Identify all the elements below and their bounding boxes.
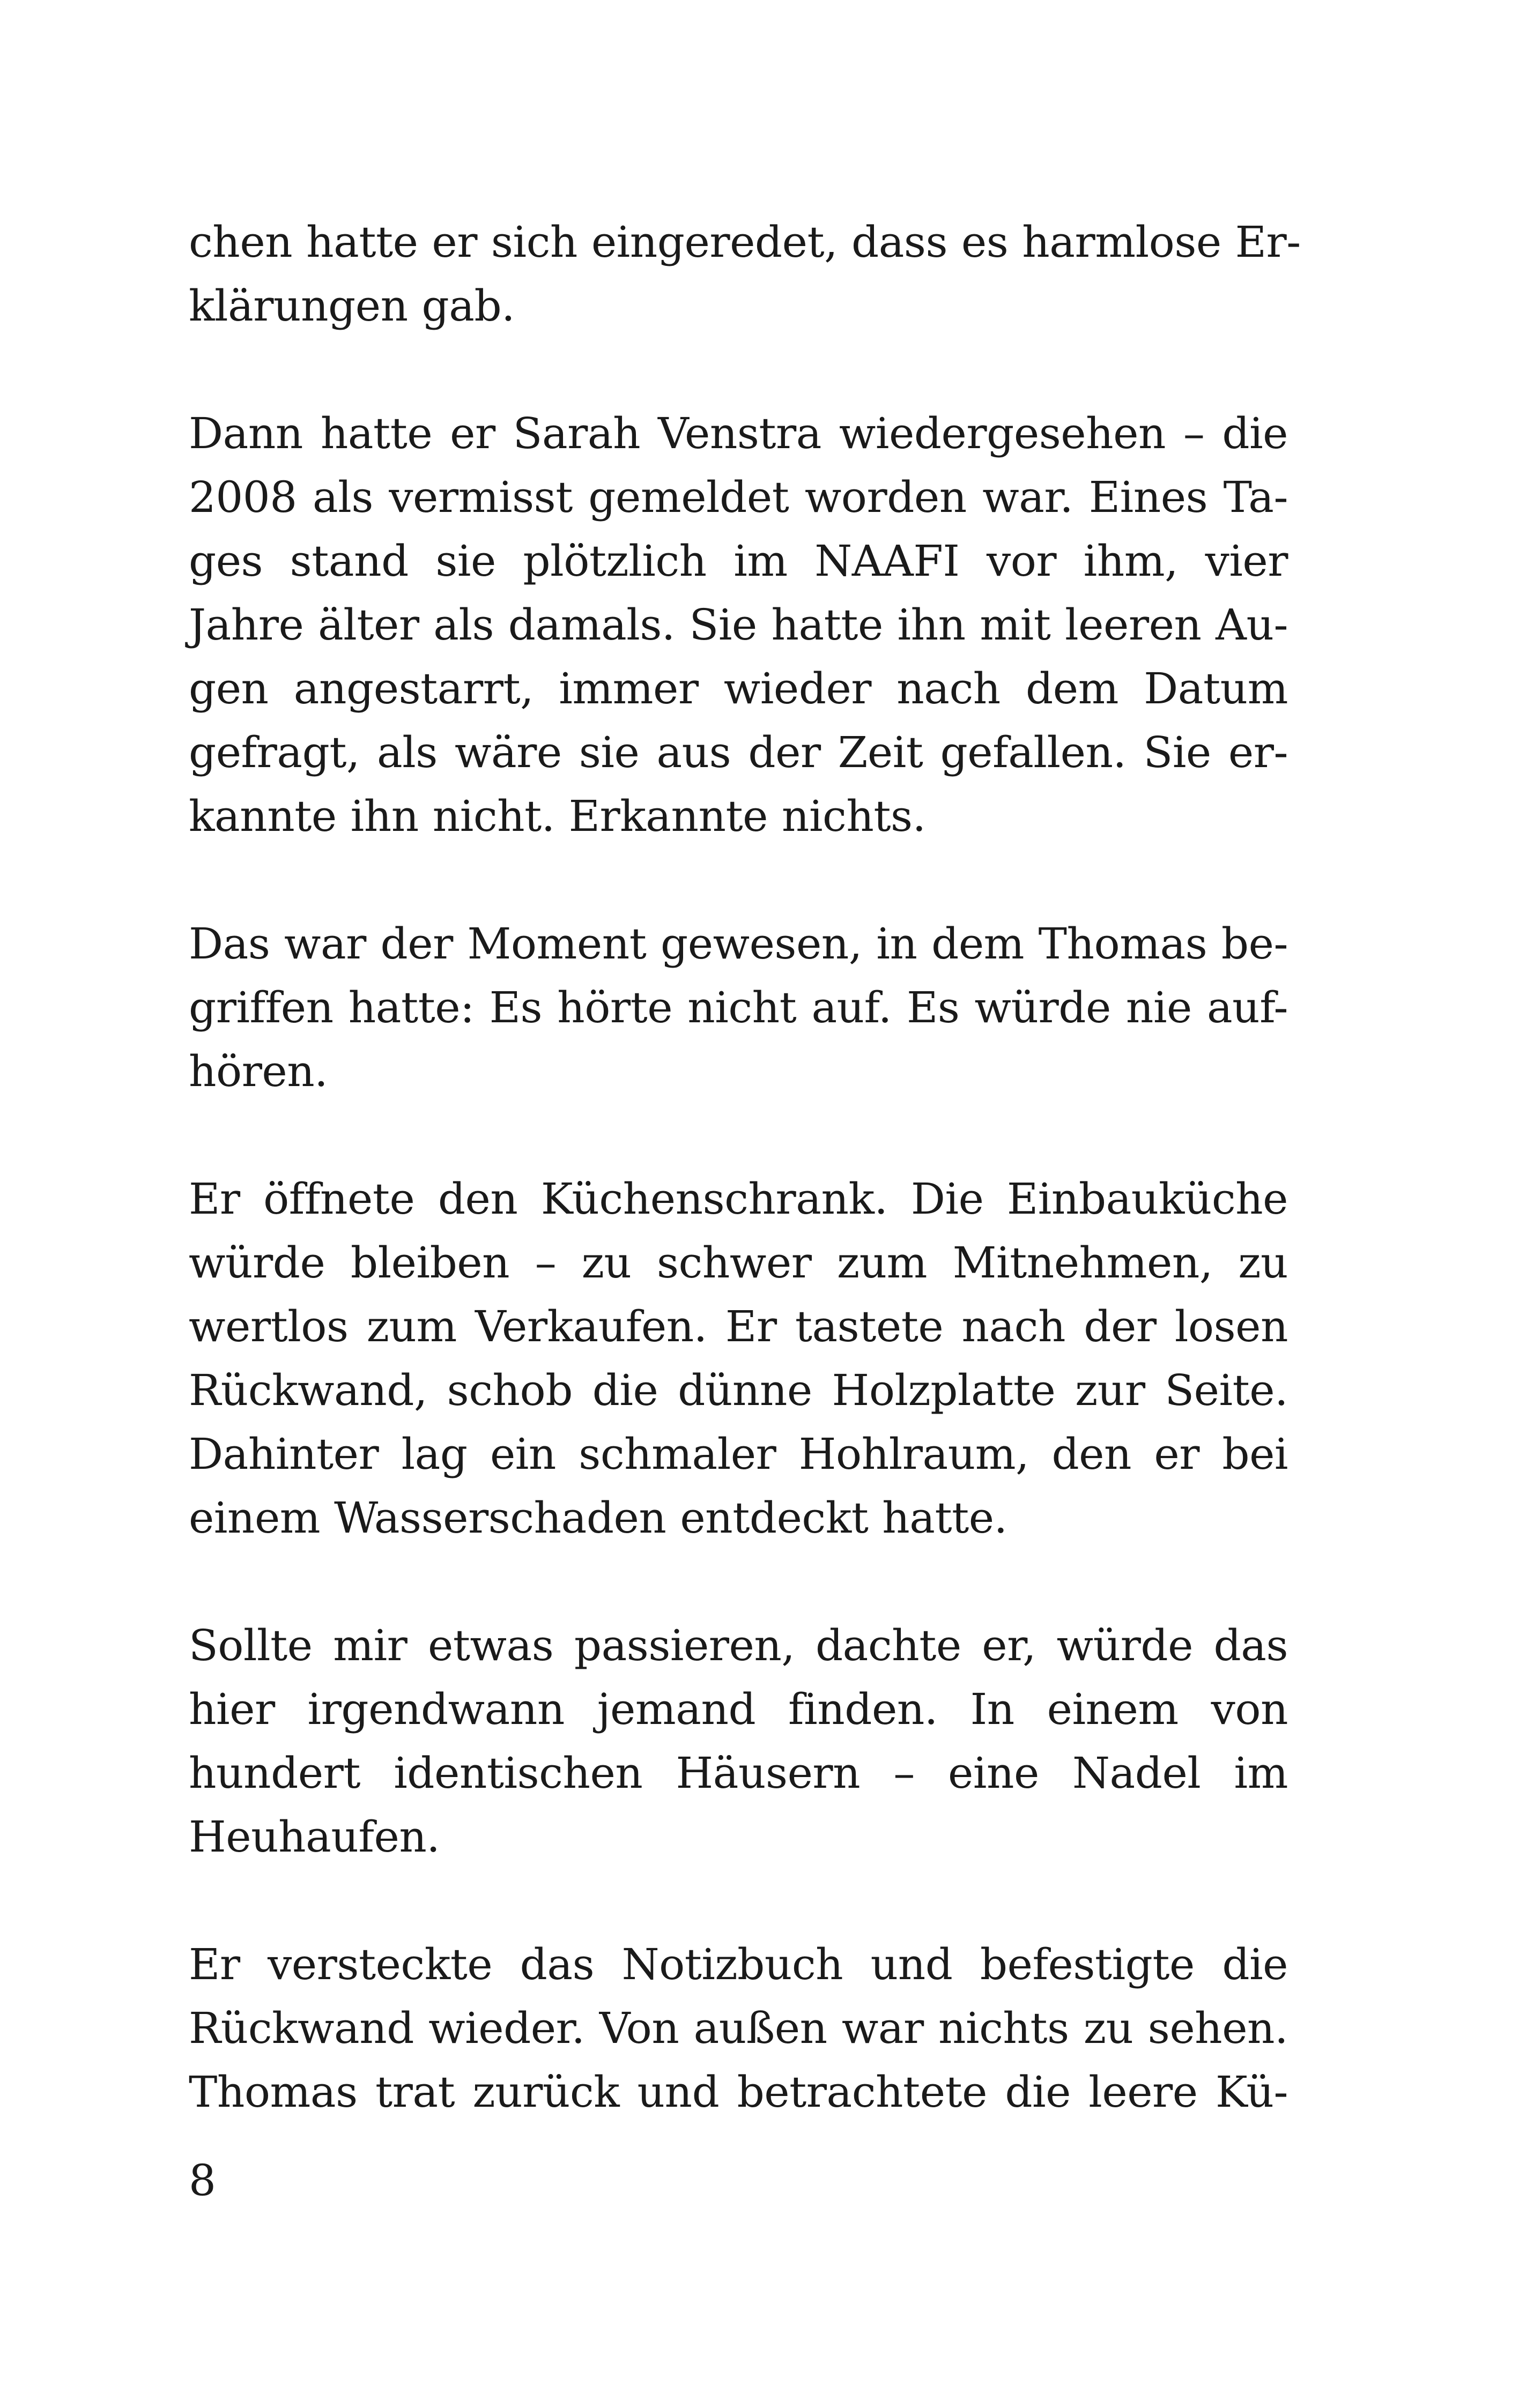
text-line: Das war der Moment gewesen, in dem Thomas be- — [189, 919, 1288, 969]
text-line: Rückwand, schob die dünne Holzplatte zur Seite. — [189, 1365, 1288, 1415]
text-line: Dahinter lag ein schmaler Hohlraum, den er bei — [189, 1429, 1288, 1479]
text-line: hier irgendwann jemand finden. In einem von — [189, 1684, 1288, 1734]
page-body — [189, 210, 1301, 2124]
text-line: wertlos zum Verkaufen. Er tastete nach der losen — [189, 1302, 1288, 1351]
text-line: chen hatte er sich eingeredet, dass es harmlose Er- — [189, 217, 1301, 267]
text-line: Dann hatte er Sarah Venstra wiedergesehen – die — [189, 408, 1288, 458]
text-line: hören. — [189, 1046, 328, 1096]
paragraph-4 — [189, 1167, 1288, 1550]
paragraph-1 — [189, 210, 1301, 338]
paragraph-6 — [189, 1933, 1288, 2124]
text-line: Thomas trat zurück und betrachtete die leere Kü- — [189, 2067, 1288, 2117]
text-line: einem Wasserschaden entdeckt hatte. — [189, 1493, 1007, 1543]
paragraph-5 — [189, 1614, 1288, 1869]
text-line: hundert identischen Häusern – eine Nadel im — [189, 1748, 1288, 1798]
text-line: Heuhaufen. — [189, 1812, 440, 1862]
text-line: ges stand sie plötzlich im NAAFI vor ihm, vier — [189, 536, 1288, 586]
text-line: 2008 als vermisst gemeldet worden war. Eines Ta- — [189, 472, 1288, 522]
text-line: klärungen gab. — [189, 281, 515, 331]
paragraph-2 — [189, 402, 1288, 848]
text-line: Jahre älter als damals. Sie hatte ihn mit leeren Au- — [189, 600, 1288, 650]
text-line: Er öffnete den Küchenschrank. Die Einbauküche — [189, 1174, 1288, 1224]
text-line: gen angestarrt, immer wieder nach dem Datum — [189, 664, 1288, 714]
text-line: würde bleiben – zu schwer zum Mitnehmen, zu — [189, 1238, 1288, 1288]
text-line: gefragt, als wäre sie aus der Zeit gefallen. Sie er- — [189, 727, 1288, 777]
text-line: Er versteckte das Notizbuch und befestigte die — [189, 1939, 1288, 1989]
text-line: Rückwand wieder. Von außen war nichts zu sehen. — [189, 2003, 1288, 2053]
paragraph-3 — [189, 912, 1288, 1103]
text-line: kannte ihn nicht. Erkannte nichts. — [189, 791, 926, 841]
page-number: 8 — [189, 2156, 216, 2205]
text-line: Sollte mir etwas passieren, dachte er, würde das — [189, 1621, 1288, 1670]
text-line: griffen hatte: Es hörte nicht auf. Es würde nie auf- — [189, 983, 1288, 1032]
